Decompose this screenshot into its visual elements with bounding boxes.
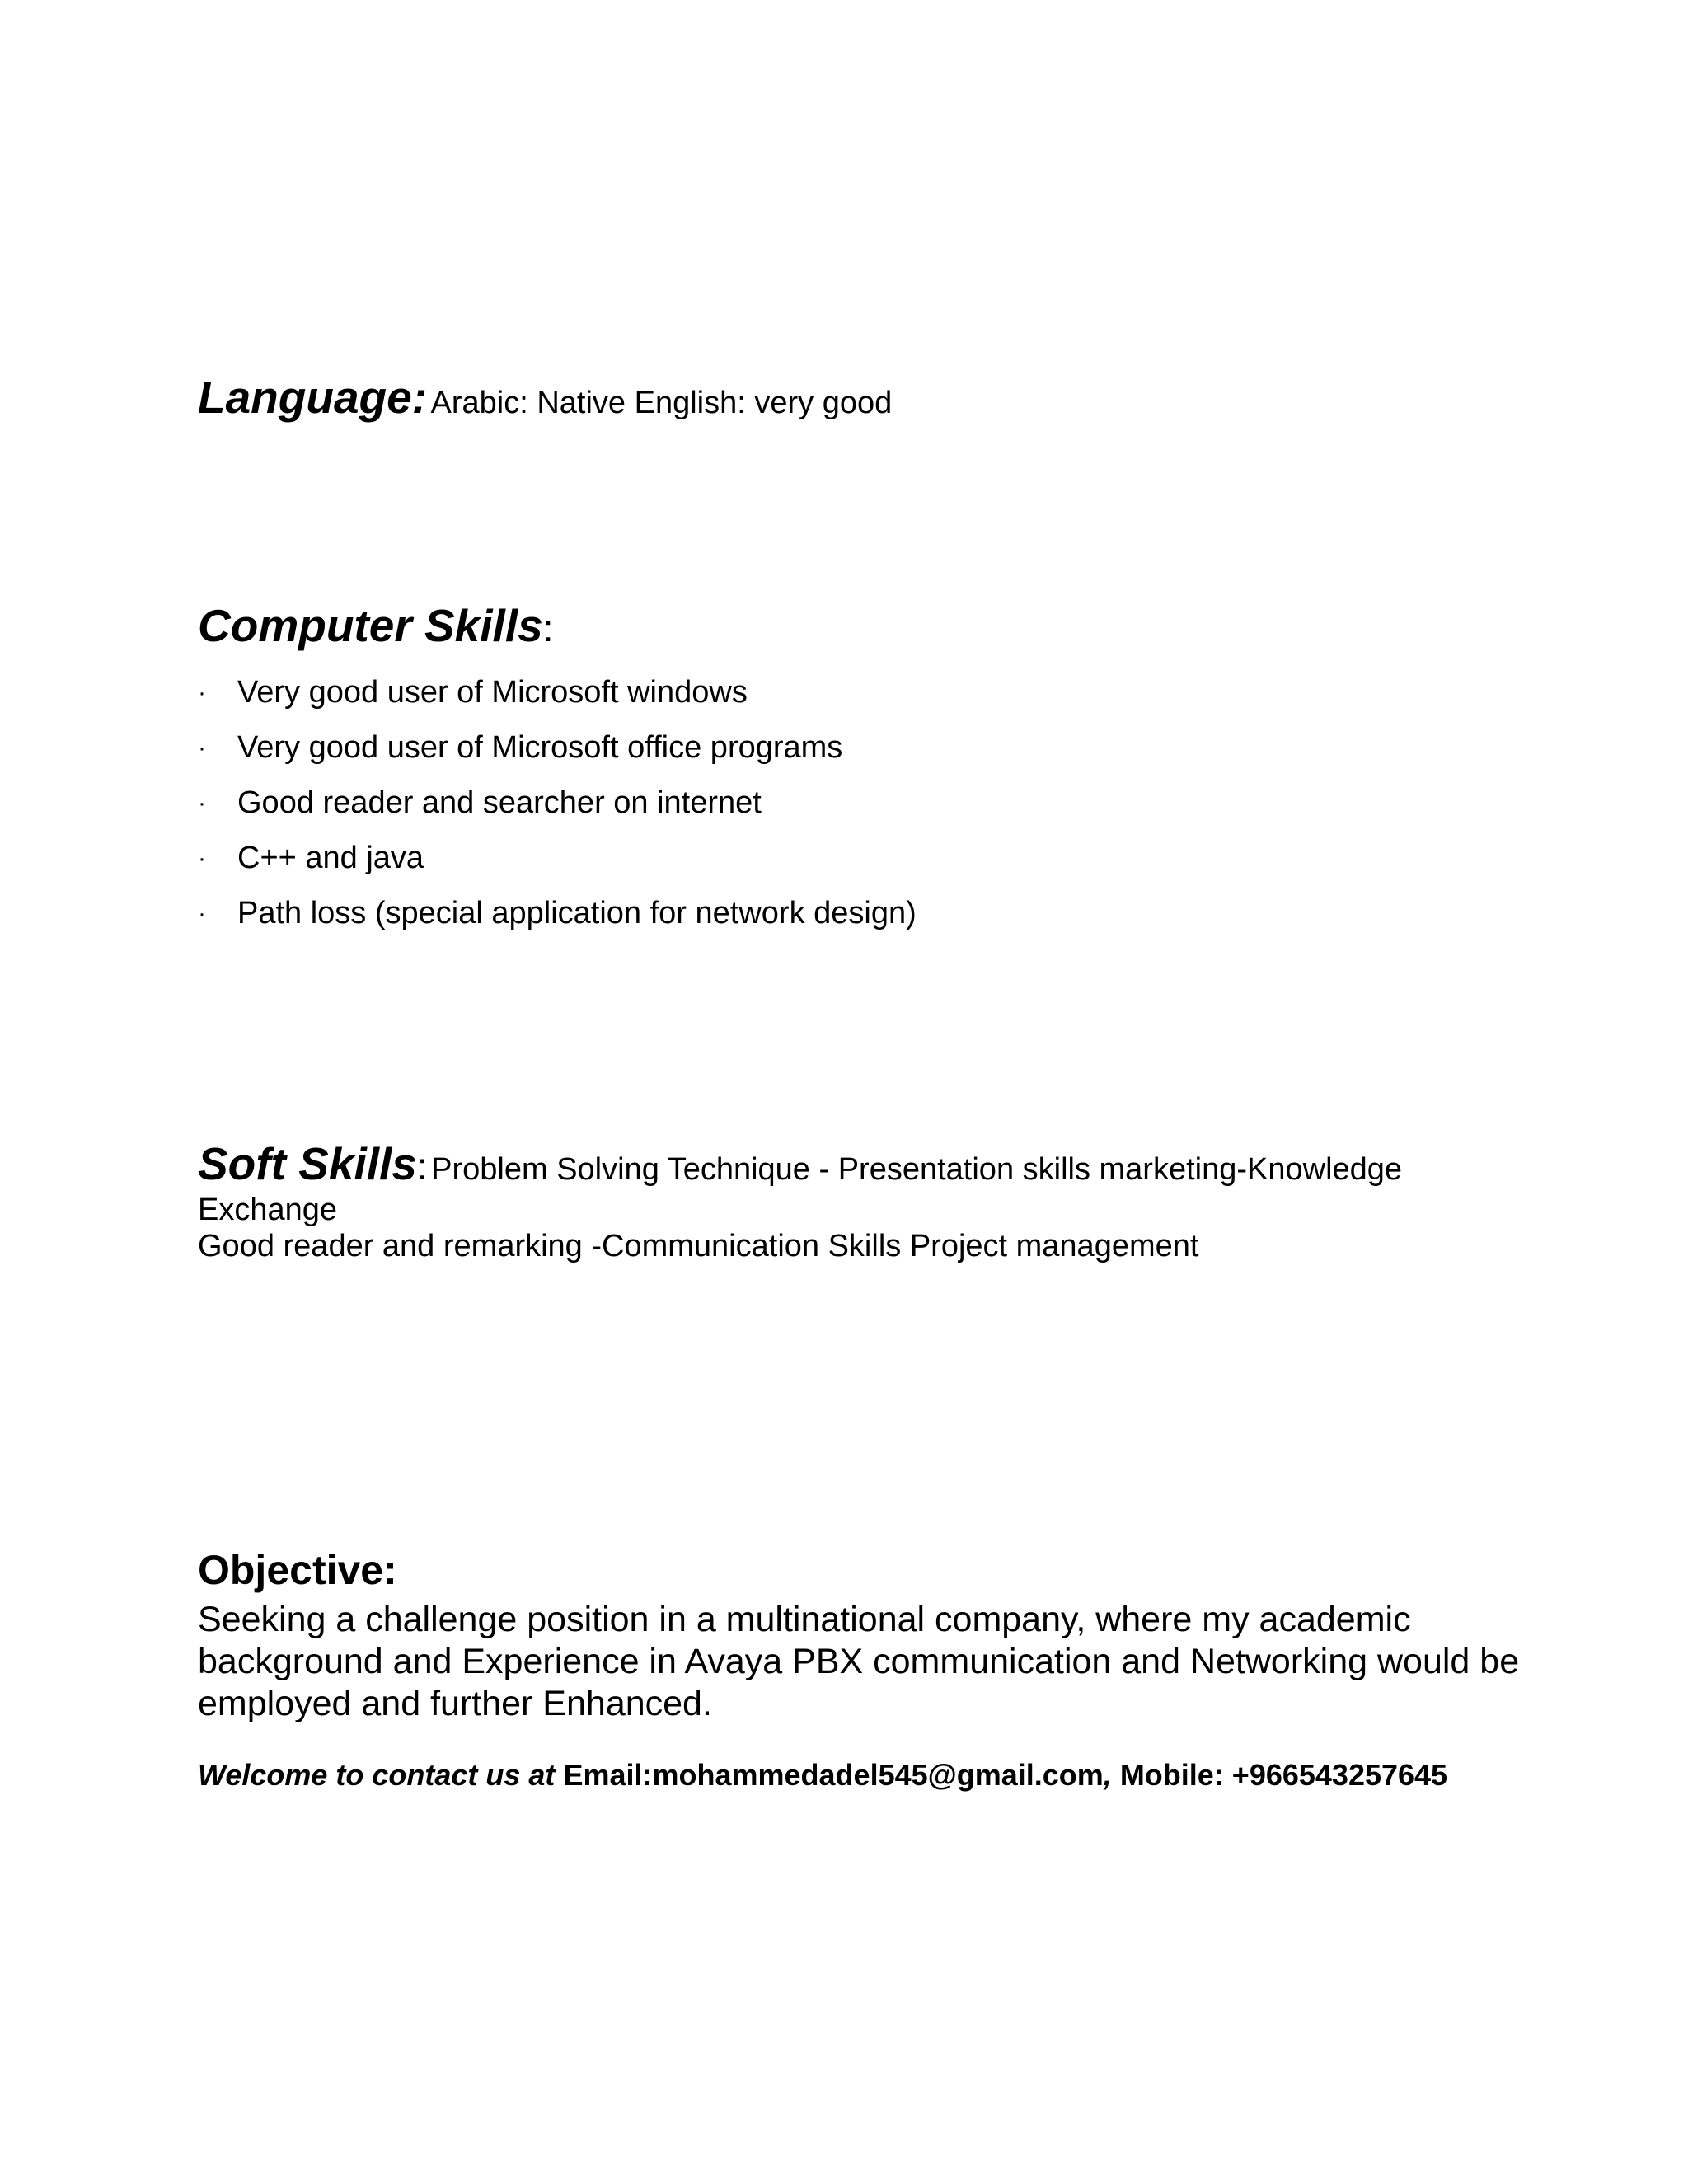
- list-item-text: Very good user of Microsoft office programs: [237, 730, 843, 765]
- language-section: [198, 372, 1566, 423]
- bullet-icon: ·: [198, 679, 206, 706]
- computer-skills-section: [198, 600, 1566, 941]
- soft-skills-heading: Soft Skills: [198, 1138, 417, 1189]
- computer-skills-heading: Computer Skills: [198, 600, 543, 651]
- list-item: [198, 831, 1566, 886]
- list-item-text: Good reader and searcher on internet: [237, 785, 762, 820]
- computer-skills-list: [198, 665, 1566, 941]
- soft-skills-line2: Exchange: [198, 1193, 338, 1227]
- objective-section: [198, 1549, 1533, 1725]
- bullet-icon: ·: [198, 734, 206, 762]
- contact-intro: Welcome to contact us at: [198, 1758, 556, 1792]
- soft-skills-colon: :: [416, 1145, 428, 1188]
- contact-mobile: Mobile: +966543257645: [1111, 1758, 1448, 1792]
- language-value: Arabic: Native English: very good: [430, 386, 893, 420]
- list-item: [198, 720, 1566, 776]
- objective-text: Seeking a challenge position in a multinational company, where my academic background and Experience in Avaya PBX communication and Networking would be employed and further Enhanced.: [198, 1600, 1520, 1723]
- computer-skills-colon: :: [542, 607, 554, 649]
- contact-email: Email:mohammedadel545@gmail.com: [563, 1758, 1104, 1792]
- list-item-text: Path loss (special application for network design): [237, 896, 917, 930]
- bullet-icon: ·: [198, 790, 206, 817]
- objective-heading: Objective:: [198, 1547, 397, 1593]
- soft-skills-section: [198, 1138, 1566, 1264]
- bullet-icon: ·: [198, 845, 206, 872]
- list-item-text: C++ and java: [237, 841, 424, 875]
- contact-separator: ,: [1103, 1758, 1112, 1792]
- list-item: [198, 886, 1566, 941]
- list-item: [198, 665, 1566, 720]
- list-item-text: Very good user of Microsoft windows: [237, 675, 748, 710]
- list-item: [198, 776, 1566, 831]
- bullet-icon: ·: [198, 900, 206, 927]
- language-heading: Language:: [198, 372, 428, 423]
- contact-line: [198, 1758, 1566, 1793]
- soft-skills-line3: Good reader and remarking -Communication Skills Project management: [198, 1229, 1199, 1263]
- soft-skills-line1: Problem Solving Technique - Presentation skills marketing-Knowledge: [431, 1152, 1403, 1187]
